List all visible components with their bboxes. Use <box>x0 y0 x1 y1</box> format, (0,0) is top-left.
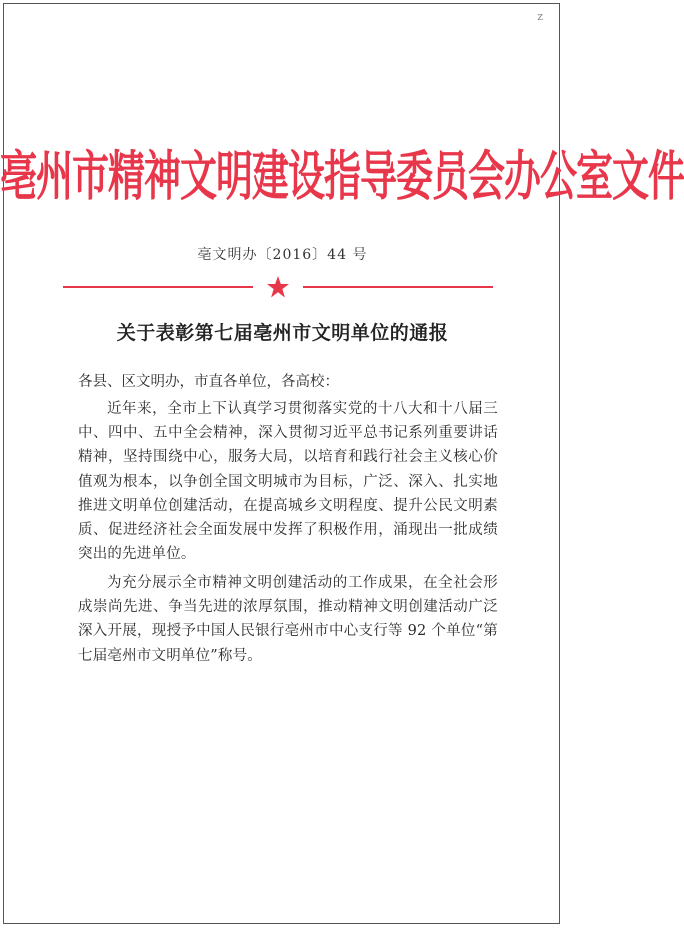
document-number: 亳文明办〔2016〕44 号 <box>197 247 368 263</box>
star-icon <box>266 275 290 299</box>
divider-line-right <box>303 286 493 288</box>
document-header-title: 亳州市精神文明建设指导委员会办公室文件 <box>0 145 684 208</box>
divider-line-left <box>63 286 253 288</box>
notice-subject: 关于表彰第七届亳州市文明单位的通报 <box>116 322 449 344</box>
red-divider <box>63 275 493 299</box>
body-paragraph: 为充分展示全市精神文明创建活动的工作成果，在全社会形成崇尚先进、争当先进的浓厚氛围，推动精神文明创建活动广泛深入开展，现授予中国人民银行亳州市中心支行等 92 个单位“第七届亳州市文明单位”称号。 <box>78 575 498 664</box>
body-paragraph: 近年来，全市上下认真学习贯彻落实党的十八大和十八届三中、四中、五中全会精神，深入贯彻习近平总书记系列重要讲话精神，坚持围绕中心，服务大局，以培育和践行社会主义核心价值观为根本，以争创全国文明城市为目标，广泛、深入、扎实地推进文明单位创建活动，在提高城乡文明程度、提升公民文明素质、促进经济社会全面发展中发挥了积极作用，涌现出一批成绩突出的先进单位。 <box>78 401 498 563</box>
corner-mark: z <box>537 10 543 23</box>
salutation: 各县、区文明办，市直各单位，各高校： <box>78 374 339 390</box>
